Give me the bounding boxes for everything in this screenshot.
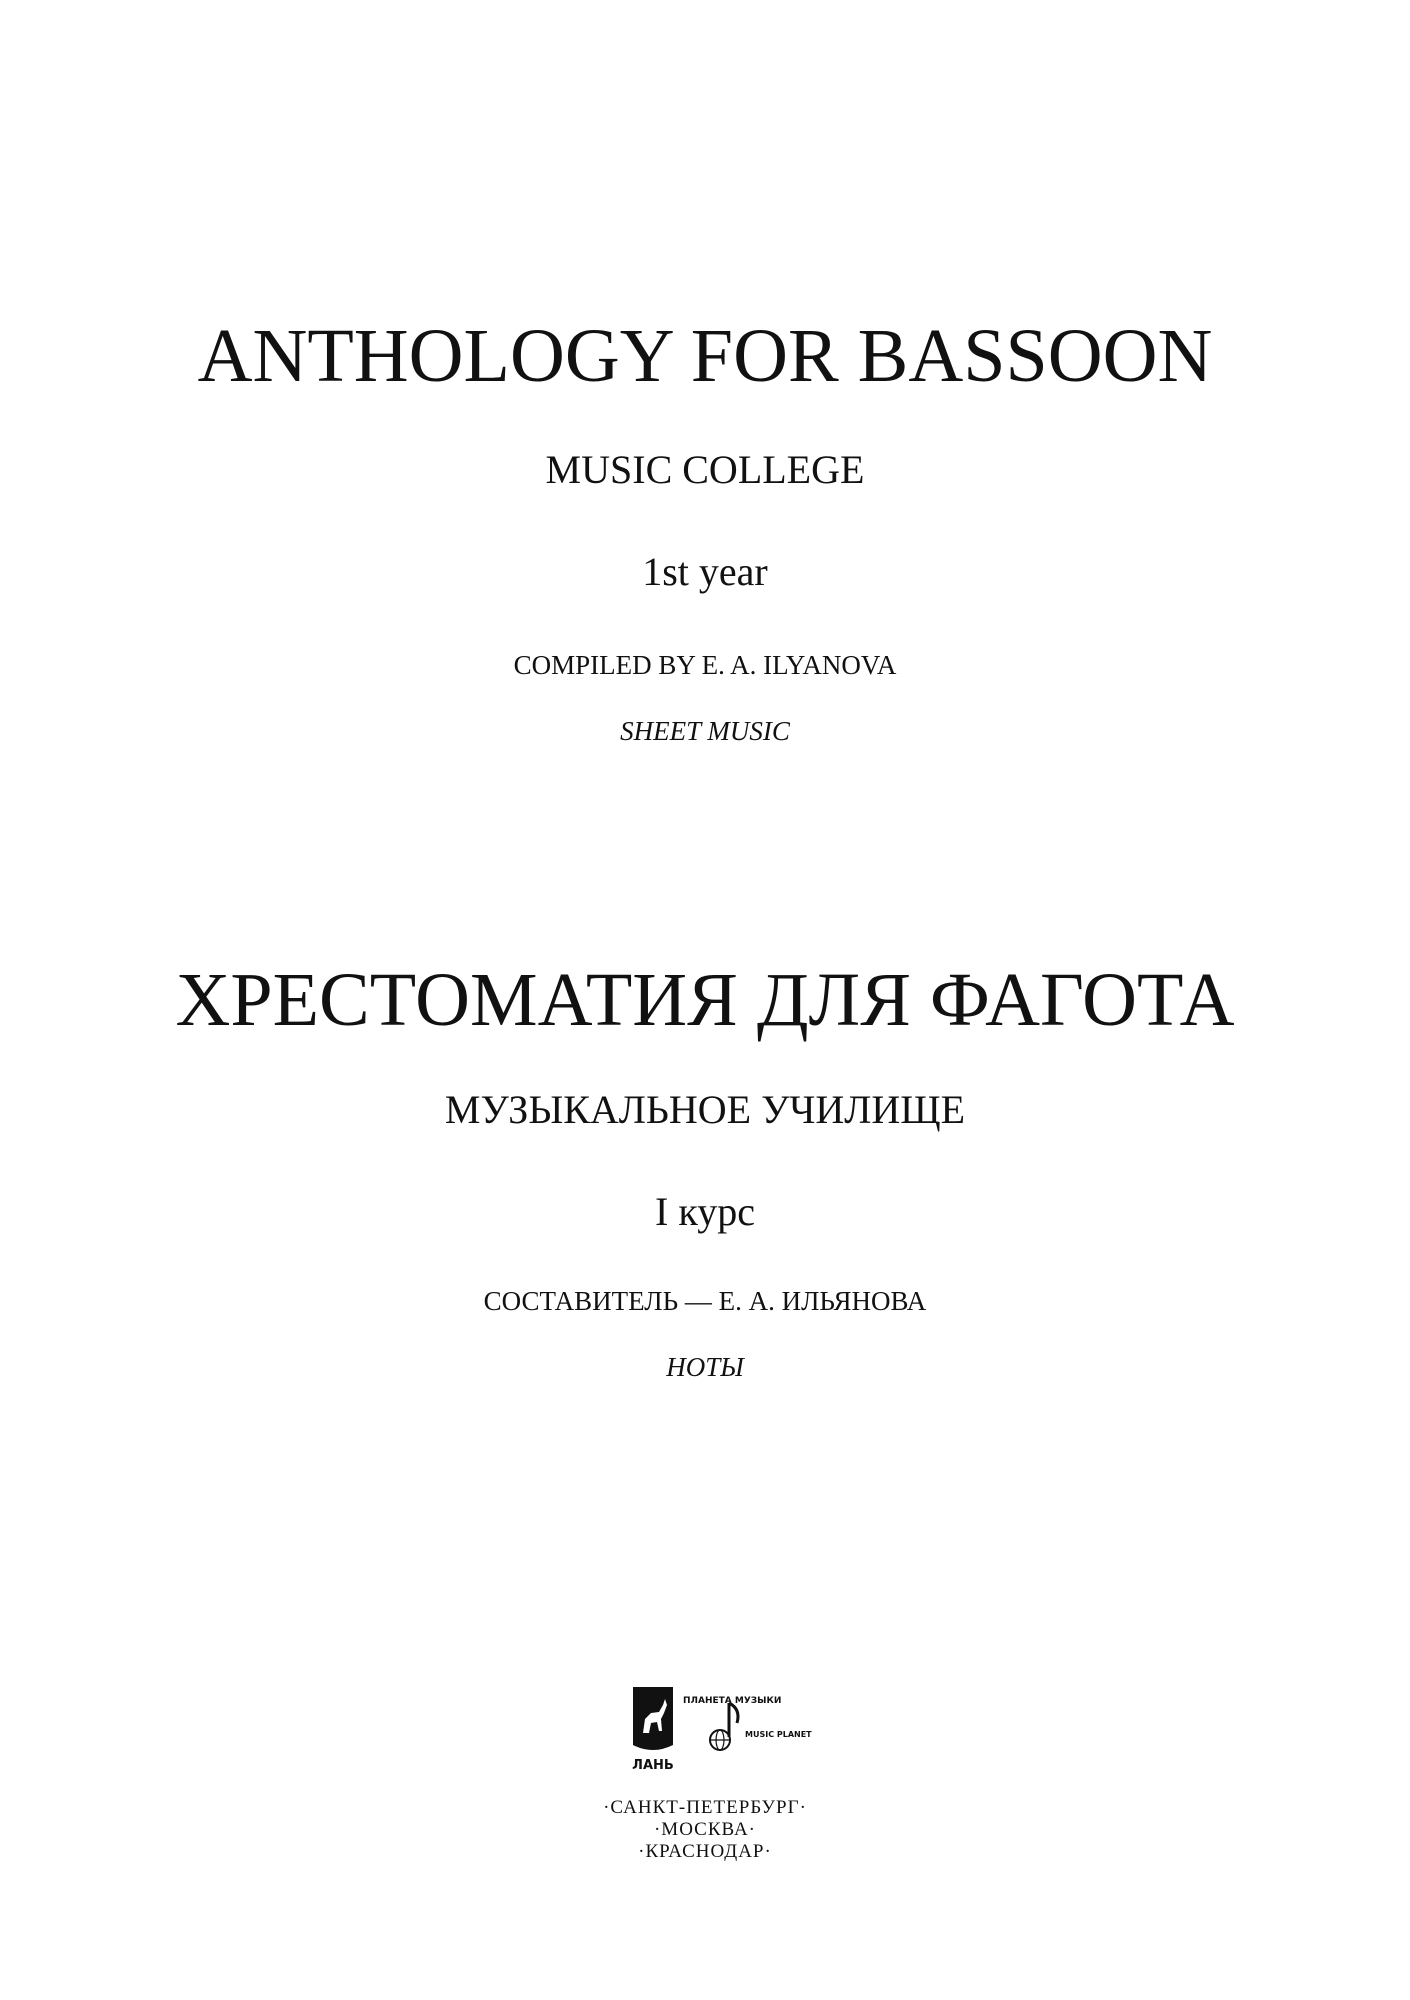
english-year: 1st year — [642, 549, 768, 594]
deer-icon — [633, 1687, 673, 1750]
city-moscow: ·МОСКВА· — [653, 1819, 757, 1840]
lan-logo-text: ЛАНЬ — [632, 1758, 674, 1773]
russian-subtitle: МУЗЫКАЛЬНОЕ УЧИЛИЩЕ — [444, 1087, 966, 1132]
music-note-globe-icon — [710, 1703, 738, 1750]
planet-logo-text-en: MUSIC PLANET — [745, 1730, 812, 1739]
planet-logo-text-ru: ПЛАНЕТА МУЗЫКИ — [683, 1696, 782, 1706]
russian-publication-type: НОТЫ — [666, 1352, 744, 1382]
english-compiled-by: COMPILED BY E. A. ILYANOVA — [513, 650, 897, 680]
russian-year: I курс — [655, 1189, 755, 1234]
russian-title: ХРЕСТОМАТИЯ ДЛЯ ФАГОТА — [175, 958, 1235, 1042]
city-krasnodar: ·КРАСНОДАР· — [638, 1841, 772, 1862]
english-title: ANTHOLOGY FOR BASSOON — [197, 314, 1213, 398]
city-saint-petersburg: ·САНКТ-ПЕТЕРБУРГ· — [603, 1797, 807, 1818]
english-subtitle: MUSIC COLLEGE — [545, 447, 865, 492]
publisher-logo — [625, 1685, 812, 1775]
english-publication-type: SHEET MUSIC — [620, 716, 790, 746]
russian-compiled-by: СОСТАВИТЕЛЬ — Е. А. ИЛЬЯНОВА — [483, 1286, 927, 1316]
